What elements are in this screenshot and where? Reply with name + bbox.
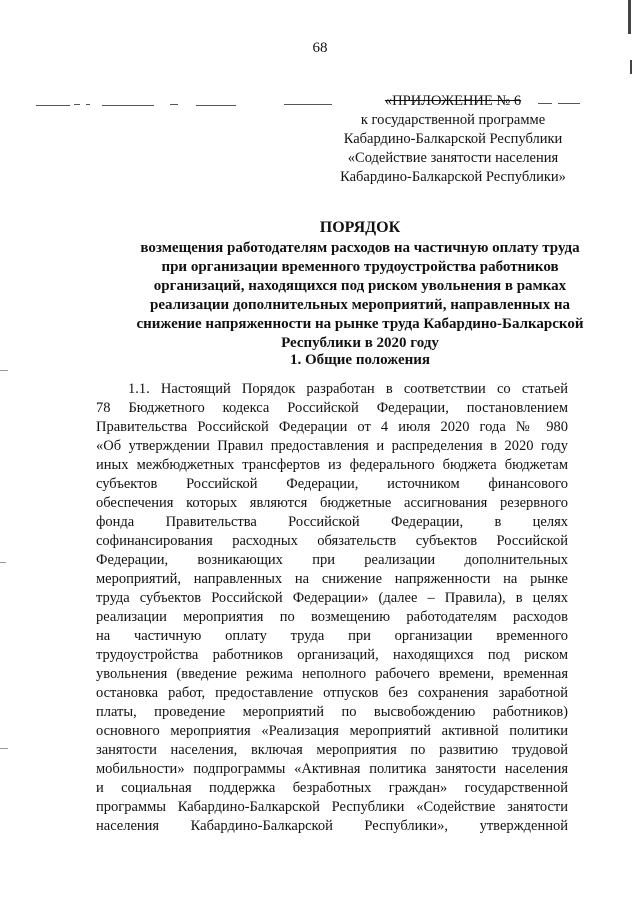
scan-dash-line bbox=[86, 104, 90, 105]
document-title bbox=[80, 218, 640, 353]
body-line: иных межбюджетных трансфертов из федерального бюджета бюджетам bbox=[96, 457, 568, 473]
section-heading: 1. Общие положения bbox=[289, 352, 431, 368]
appendix-label: «ПРИЛОЖЕНИЕ № 6 bbox=[384, 93, 522, 109]
appendix-line: Кабардино-Балкарской Республики» bbox=[340, 169, 566, 185]
body-line: на частичную оплату труда при организации временного bbox=[96, 628, 568, 644]
body-line: субъектов Российской Федерации, источником финансового bbox=[96, 476, 568, 492]
scan-edge-mark bbox=[628, 0, 631, 34]
appendix-line: к государственной программе bbox=[360, 112, 546, 128]
title-subtitle-line: реализации дополнительных мероприятий, направленных на bbox=[149, 297, 570, 313]
scan-margin-tick bbox=[0, 748, 8, 749]
appendix-block bbox=[318, 92, 588, 187]
page-number: 68 bbox=[312, 40, 328, 56]
title-subtitle-line: снижение напряженности на рынке труда Кабардино-Балкарской bbox=[136, 316, 584, 332]
scan-dash-line bbox=[170, 104, 178, 105]
body-line: «Об утверждении Правил предоставления и распределения в 2020 году bbox=[96, 438, 568, 454]
body-line: остановка работ, предоставление отпусков без сохранения заработной bbox=[96, 685, 568, 701]
body-line: софинансирования расходных обязательств субъектов Российской bbox=[96, 533, 568, 549]
scan-dash-line bbox=[102, 105, 154, 106]
body-line: платы, проведение мероприятий по высвобождению работников) bbox=[96, 704, 568, 720]
body-line: и социальная поддержка безработных граждан» государственной bbox=[96, 780, 568, 796]
scan-margin-tick bbox=[0, 370, 8, 371]
section-body bbox=[96, 380, 568, 836]
title-subtitle-line: Республики в 2020 году bbox=[281, 335, 439, 351]
scan-dash-line bbox=[74, 104, 80, 105]
body-line: фонда Правительства Российской Федерации, в целях bbox=[96, 514, 568, 530]
appendix-line: Кабардино-Балкарской Республики bbox=[343, 131, 563, 147]
scan-dash-line bbox=[196, 105, 236, 106]
appendix-line: «Содействие занятости населения bbox=[347, 150, 559, 166]
body-line: увольнения (введение режима неполного рабочего времени, временная bbox=[96, 666, 568, 682]
body-line: труда субъектов Российской Федерации» (далее – Правила), в целях bbox=[96, 590, 568, 606]
title-main: ПОРЯДОК bbox=[319, 219, 401, 236]
scan-edge-mark bbox=[630, 60, 632, 74]
body-line: занятости населения, включая мероприятия по развитию трудовой bbox=[96, 742, 568, 758]
body-line: основного мероприятия «Реализация мероприятий активной политики bbox=[96, 723, 568, 739]
body-line: 1.1. Настоящий Порядок разработан в соответствии со статьей bbox=[128, 381, 568, 397]
body-line: программы Кабардино-Балкарской Республики «Содействие занятости bbox=[96, 799, 568, 815]
body-line: трудоустройства работников организаций, находящихся под риском bbox=[96, 647, 568, 663]
body-line: Правительства Российской Федерации от 4 июля 2020 года № 980 bbox=[96, 419, 568, 435]
body-line: реализации мероприятия по возмещению работодателям расходов bbox=[96, 609, 568, 625]
title-subtitle-line: при организации временного трудоустройства работников bbox=[161, 259, 559, 275]
body-line: мобильности» подпрограммы «Активная политика занятости населения bbox=[96, 761, 568, 777]
title-subtitle-line: возмещения работодателям расходов на частичную оплату труда bbox=[140, 240, 580, 256]
body-line: населения Кабардино-Балкарской Республики», утвержденной bbox=[96, 818, 568, 834]
body-line: Федерации, возникающих при реализации дополнительных bbox=[96, 552, 568, 568]
body-line: мероприятий, направленных на снижение напряженности на рынке bbox=[96, 571, 568, 587]
body-line: обеспечения которых являются бюджетные ассигнования резервного bbox=[96, 495, 568, 511]
scan-margin-tick bbox=[0, 562, 6, 563]
title-subtitle-line: организаций, находящихся под риском увольнения в рамках bbox=[153, 278, 567, 294]
body-line: 78 Бюджетного кодекса Российской Федерации, постановлением bbox=[96, 400, 568, 416]
scan-dash-line bbox=[36, 105, 70, 106]
